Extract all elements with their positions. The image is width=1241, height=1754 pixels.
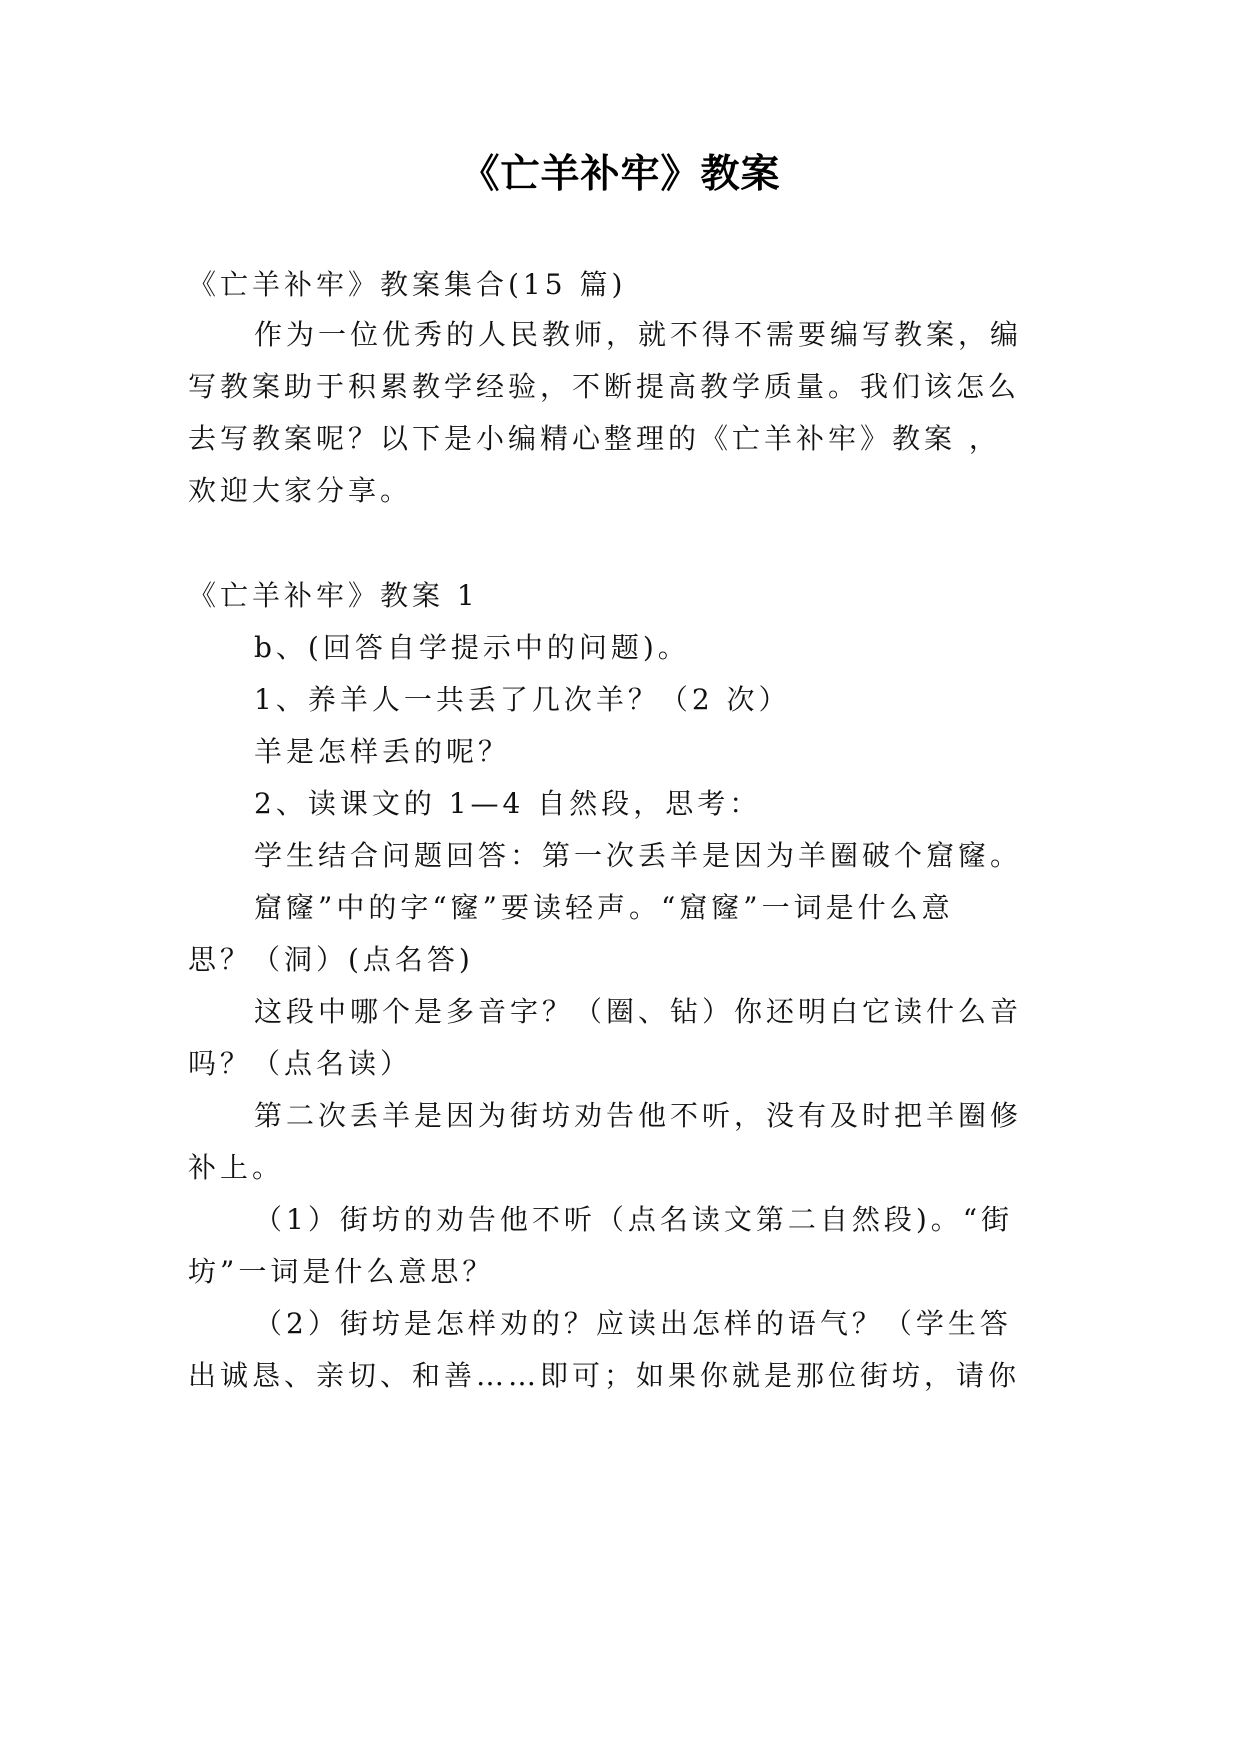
paragraph-line: 这段中哪个是多音字？（圈、钻）你还明白它读什么音 (254, 995, 1023, 1028)
intro-paragraph-line: 去写教案呢？以下是小编精心整理的《亡羊补牢》教案 ， (188, 422, 1001, 455)
paragraph-line: 2、读课文的 1—4 自然段，思考： (254, 787, 762, 820)
document-title: 《亡羊补牢》教案 (460, 152, 781, 197)
paragraph-line: 出诚恳、亲切、和善……即可；如果你就是那位街坊，请你 (188, 1359, 1021, 1392)
paragraph-line: （2）街坊是怎样劝的？应读出怎样的语气？（学生答 (254, 1307, 1012, 1340)
collection-heading: 《亡羊补牢》教案集合(15 篇) (188, 268, 627, 301)
paragraph-line: 补上。 (188, 1151, 285, 1184)
paragraph-line: 1、养羊人一共丢了几次羊？（2 次） (254, 683, 791, 716)
intro-paragraph-line: 写教案助于积累教学经验，不断提高教学质量。我们该怎么 (188, 370, 1021, 403)
paragraph-line: 坊”一词是什么意思？ (188, 1255, 495, 1288)
paragraph-line: 羊是怎样丢的呢？ (254, 735, 511, 768)
paragraph-line: b、(回答自学提示中的问题)。 (254, 631, 690, 664)
paragraph-line: 窟窿”中的字“窿”要读轻声。“窟窿”一词是什么意 (254, 891, 954, 924)
section-heading: 《亡羊补牢》教案 1 (188, 579, 479, 612)
paragraph-line: 第二次丢羊是因为街坊劝告他不听，没有及时把羊圈修 (254, 1099, 1023, 1132)
paragraph-line: 思？（洞）(点名答) (188, 943, 474, 976)
intro-paragraph-line: 作为一位优秀的人民教师，就不得不需要编写教案，编 (254, 318, 1023, 351)
paragraph-line: 吗？（点名读） (188, 1047, 413, 1080)
paragraph-line: 学生结合问题回答：第一次丢羊是因为羊圈破个窟窿。 (254, 839, 1023, 872)
intro-paragraph-line: 欢迎大家分享。 (188, 474, 413, 507)
paragraph-line: （1）街坊的劝告他不听（点名读文第二自然段)。“街 (254, 1203, 1014, 1236)
